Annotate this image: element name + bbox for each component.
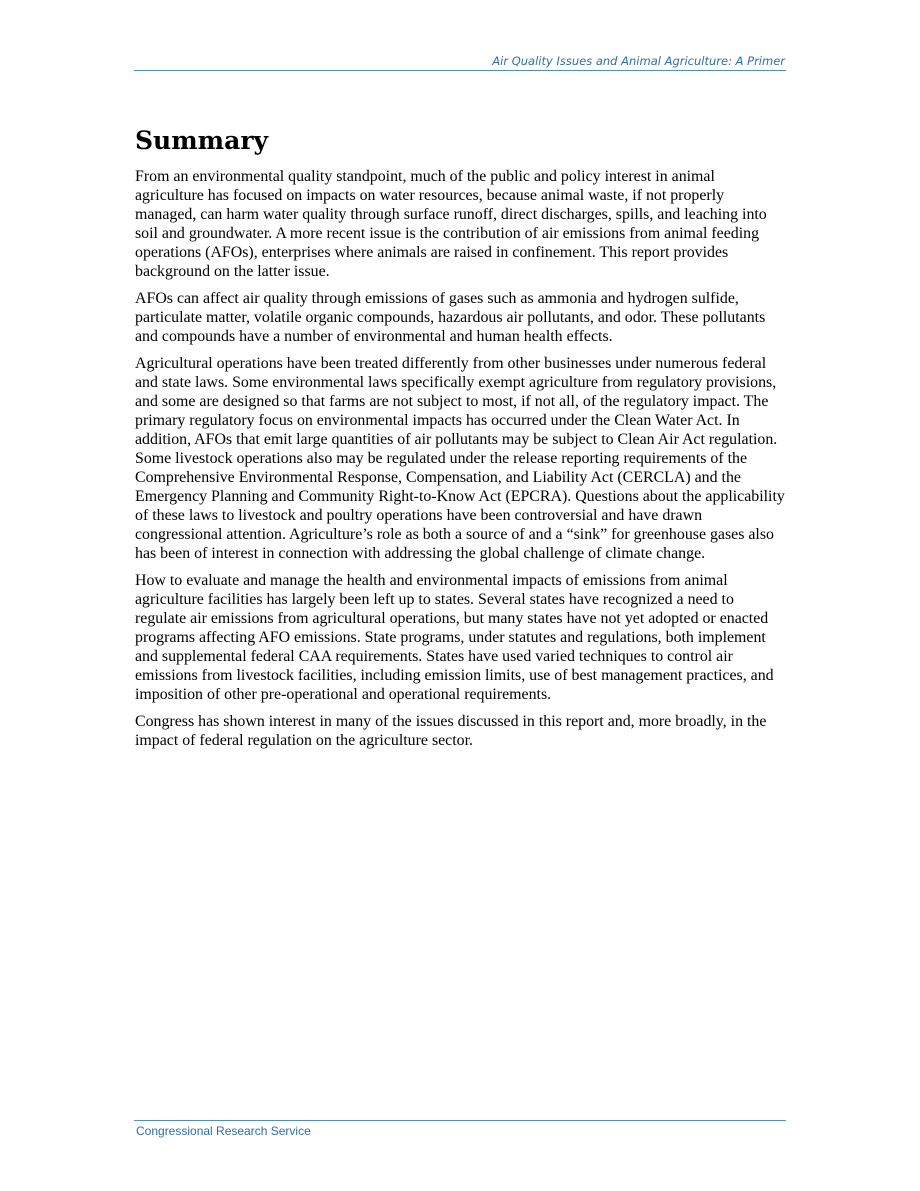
- paragraph-state-programs: How to evaluate and manage the health and environmental impacts of emissions from animal agriculture facilities has largely been left up to states. Several states have recognized a need to regulate air emissions from agricultural operations, but many states have not yet adopted or enacted programs affecting AFO emissions. State programs, under statutes and regulations, both implement and supplemental federal CAA requirements. States have used varied techniques to control air emissions from livestock facilities, including emission limits, use of best management practices, and imposition of other pre-operational and operational requirements.: [135, 572, 774, 703]
- footer-organization: Congressional Research Service: [136, 1124, 311, 1138]
- paragraph-water-resources: From an environmental quality standpoint, much of the public and policy interest in animal agriculture has focused on impacts on water resources, because animal waste, if not properly managed, can harm water quality through surface runoff, direct discharges, spills, and leaching into soil and groundwater. A more recent issue is the contribution of air emissions from animal feeding operations (AFOs), enterprises where animals are raised in confinement. This report provides background on the latter issue.: [135, 168, 767, 280]
- paragraph-regulatory-treatment: Agricultural operations have been treated differently from other businesses under numerous federal and state laws. Some environmental laws specifically exempt agriculture from regulatory provisions, and some are designed so that farms are not subject to most, if not all, of the regulatory impact. The primary regulatory focus on environmental impacts has occurred under the Clean Water Act. In addition, AFOs that emit large quantities of air pollutants may be subject to Clean Air Act regulation. Some livestock operations also may be regulated under the release reporting requirements of the Comprehensive Environmental Response, Compensation, and Liability Act (CERCLA) and the Emergency Planning and Community Right-to-Know Act (EPCRA). Questions about the applicability of these laws to livestock and poultry operations have been controversial and have drawn congressional attention. Agriculture’s role as both a source of and a “sink” for greenhouse gases also has been of interest in connection with addressing the global challenge of climate change.: [135, 355, 785, 562]
- summary-section: [135, 124, 787, 758]
- page-header: [134, 54, 786, 71]
- section-heading: Summary: [135, 126, 269, 155]
- page-footer: [134, 1120, 786, 1138]
- running-title: Air Quality Issues and Animal Agriculture: A Primer: [492, 54, 785, 68]
- paragraph-congress-interest: Congress has shown interest in many of the issues discussed in this report and, more broadly, in the impact of federal regulation on the agriculture sector.: [135, 713, 767, 749]
- paragraph-air-quality-effects: AFOs can affect air quality through emissions of gases such as ammonia and hydrogen sulfide, particulate matter, volatile organic compounds, hazardous air pollutants, and odor. These pollutants and compounds have a number of environmental and human health effects.: [135, 290, 766, 345]
